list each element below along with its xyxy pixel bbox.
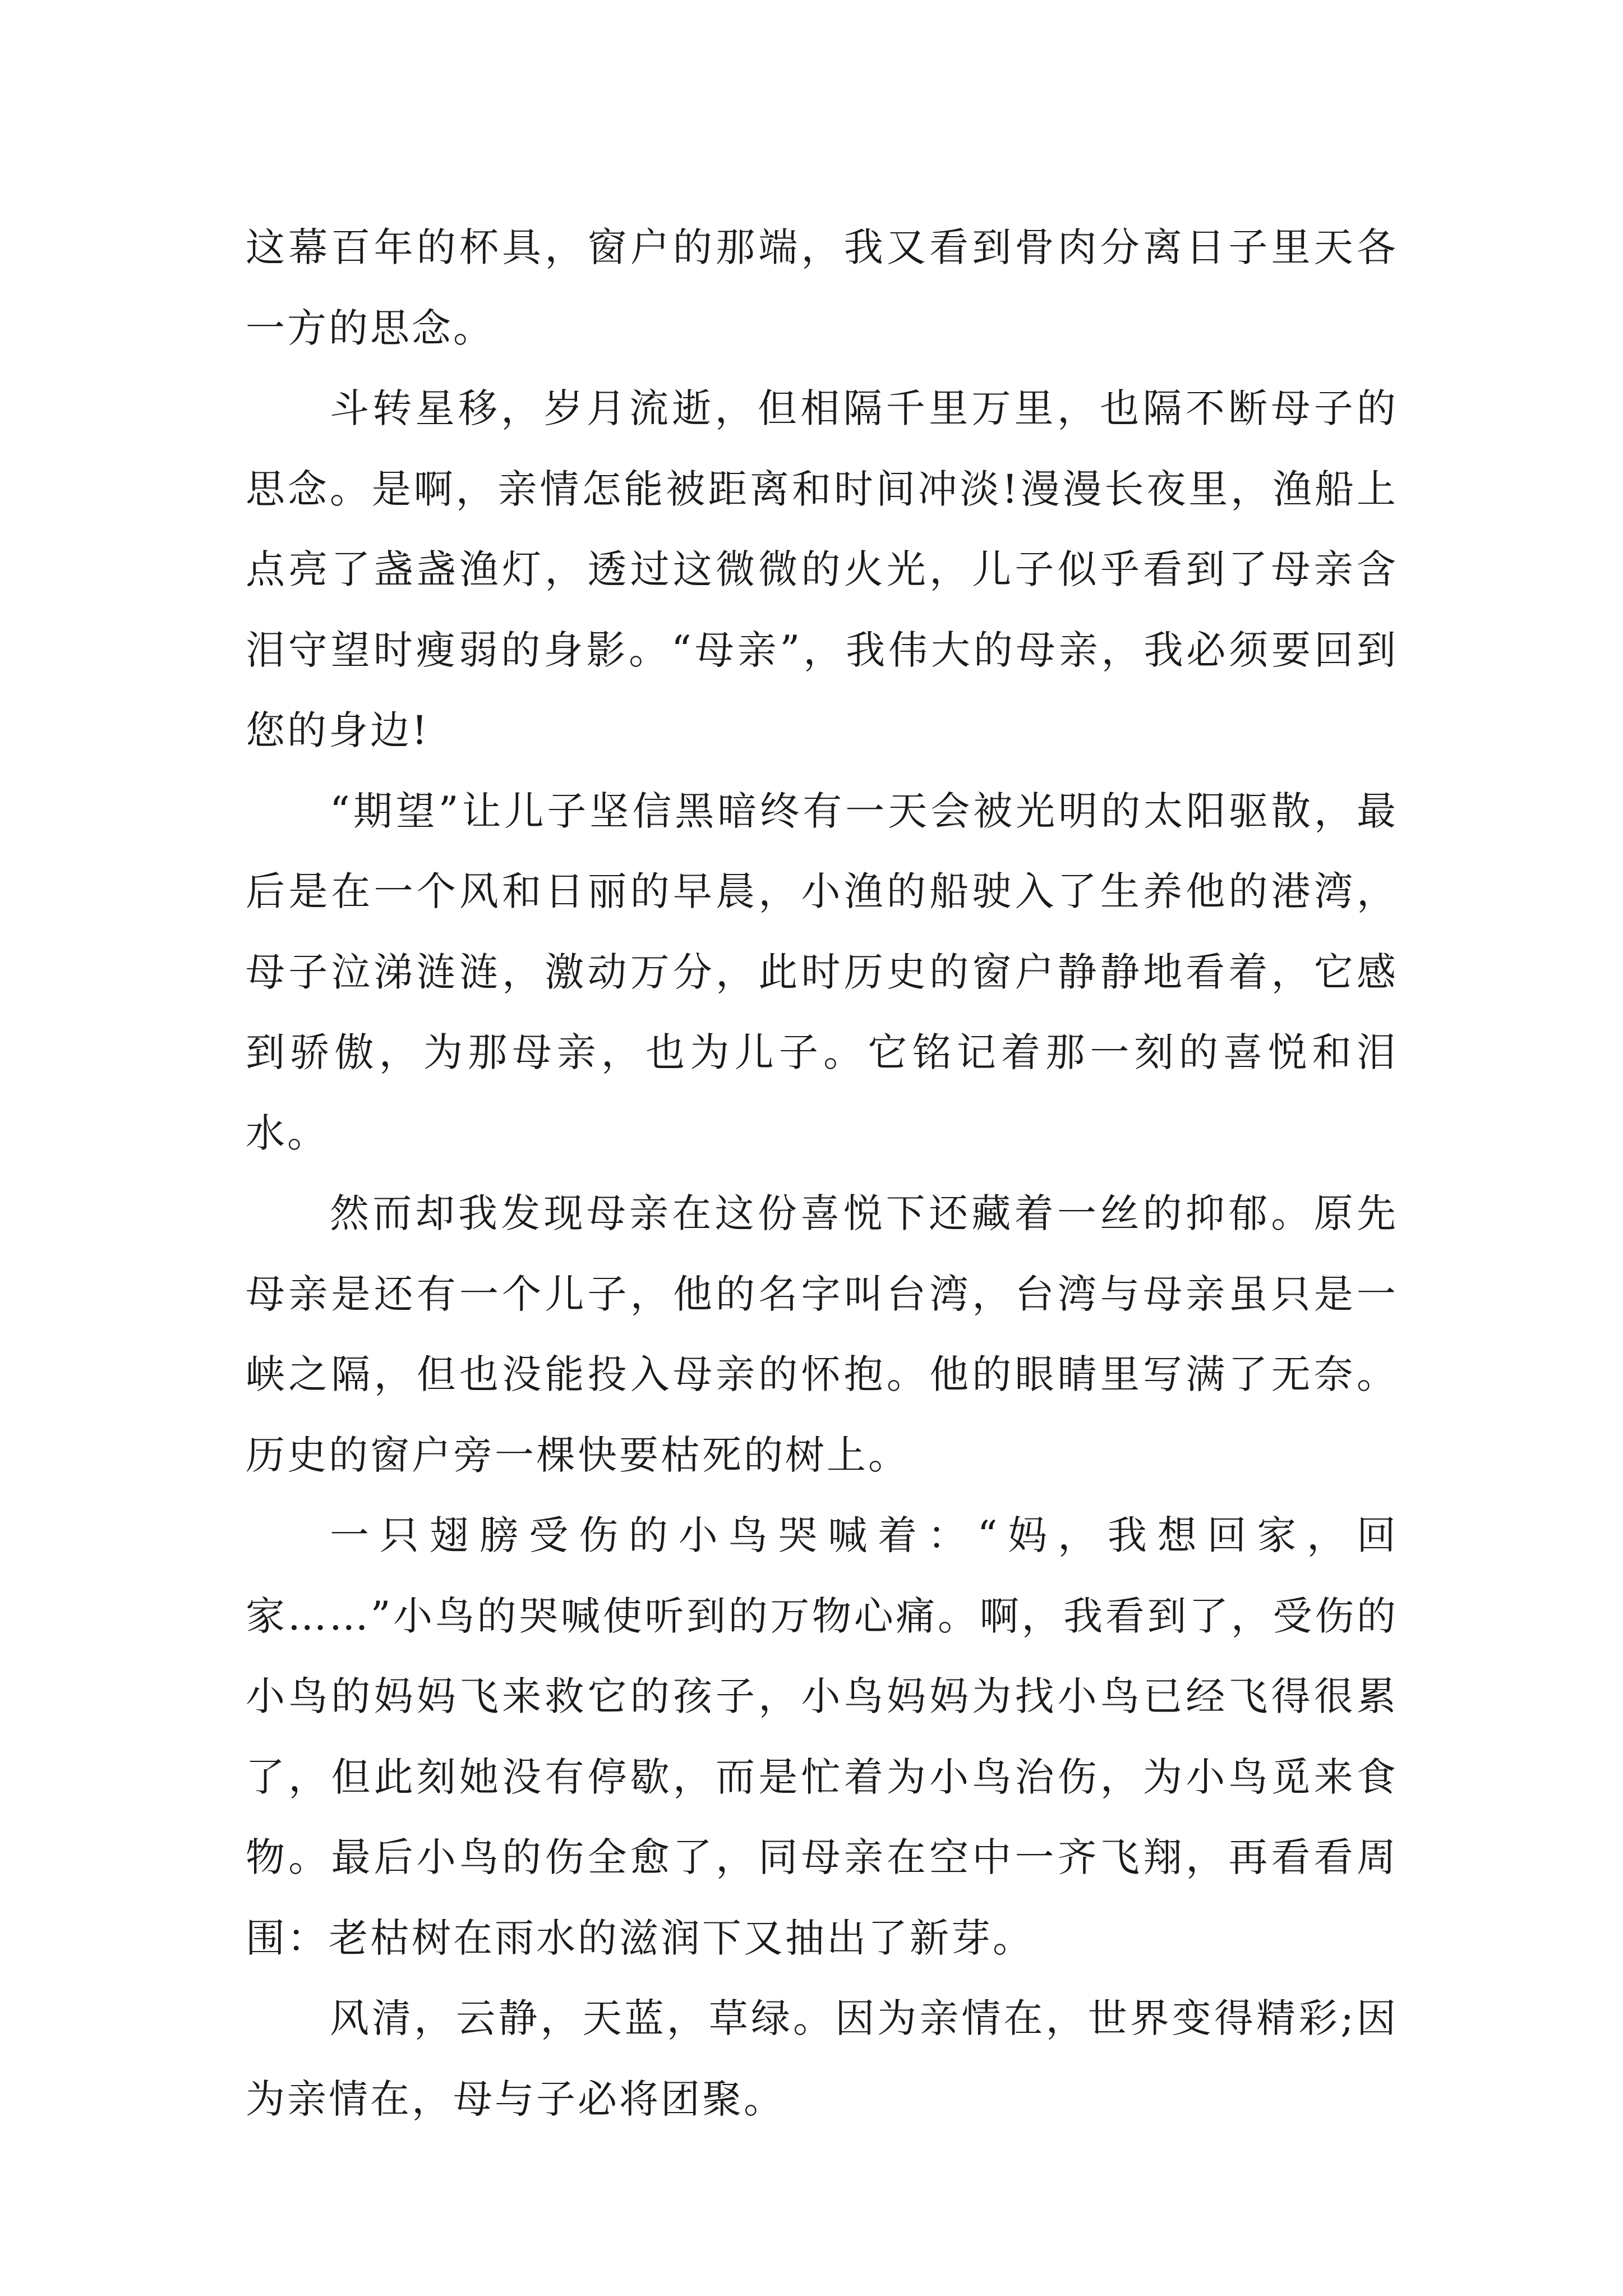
paragraph: 斗转星移，岁月流逝，但相隔千里万里，也隔不断母子的思念。是啊，亲情怎能被距离和时间冲淡!漫漫长夜里，渔船上点亮了盏盏渔灯，透过这微微的火光，儿子似乎看到了母亲含泪守望时瘦弱的身影。“母亲”，我伟大的母亲，我必须要回到您的身边!: [246, 385, 1398, 753]
paragraph: 这幕百年的杯具，窗户的那端，我又看到骨肉分离日子里天各一方的思念。: [246, 224, 1398, 351]
paragraph: “期望”让儿子坚信黑暗终有一天会被光明的太阳驱散，最后是在一个风和日丽的早晨，小渔的船驶入了生养他的港湾，母子泣涕涟涟，激动万分，此时历史的窗户静静地看着，它感到骄傲，为那母亲，也为儿子。它铭记着那一刻的喜悦和泪水。: [246, 788, 1398, 1156]
paragraph: 一只翅膀受伤的小鸟哭喊着：“妈，我想回家，回家……”小鸟的哭喊使听到的万物心痛。啊，我看到了，受伤的小鸟的妈妈飞来救它的孩子，小鸟妈妈为找小鸟已经飞得很累了，但此刻她没有停歇，而是忙着为小鸟治伤，为小鸟觅来食物。最后小鸟的伤全愈了，同母亲在空中一齐飞翔，再看看周围：老枯树在雨水的滋润下又抽出了新芽。: [246, 1512, 1398, 1961]
paragraph: 风清，云静，天蓝，草绿。因为亲情在，世界变得精彩;因为亲情在，母与子必将团聚。: [246, 1995, 1398, 2122]
document-body: [246, 208, 1398, 2139]
paragraph: 然而却我发现母亲在这份喜悦下还藏着一丝的抑郁。原先母亲是还有一个儿子，他的名字叫台湾，台湾与母亲虽只是一峡之隔，但也没能投入母亲的怀抱。他的眼睛里写满了无奈。历史的窗户旁一棵快要枯死的树上。: [246, 1190, 1398, 1478]
